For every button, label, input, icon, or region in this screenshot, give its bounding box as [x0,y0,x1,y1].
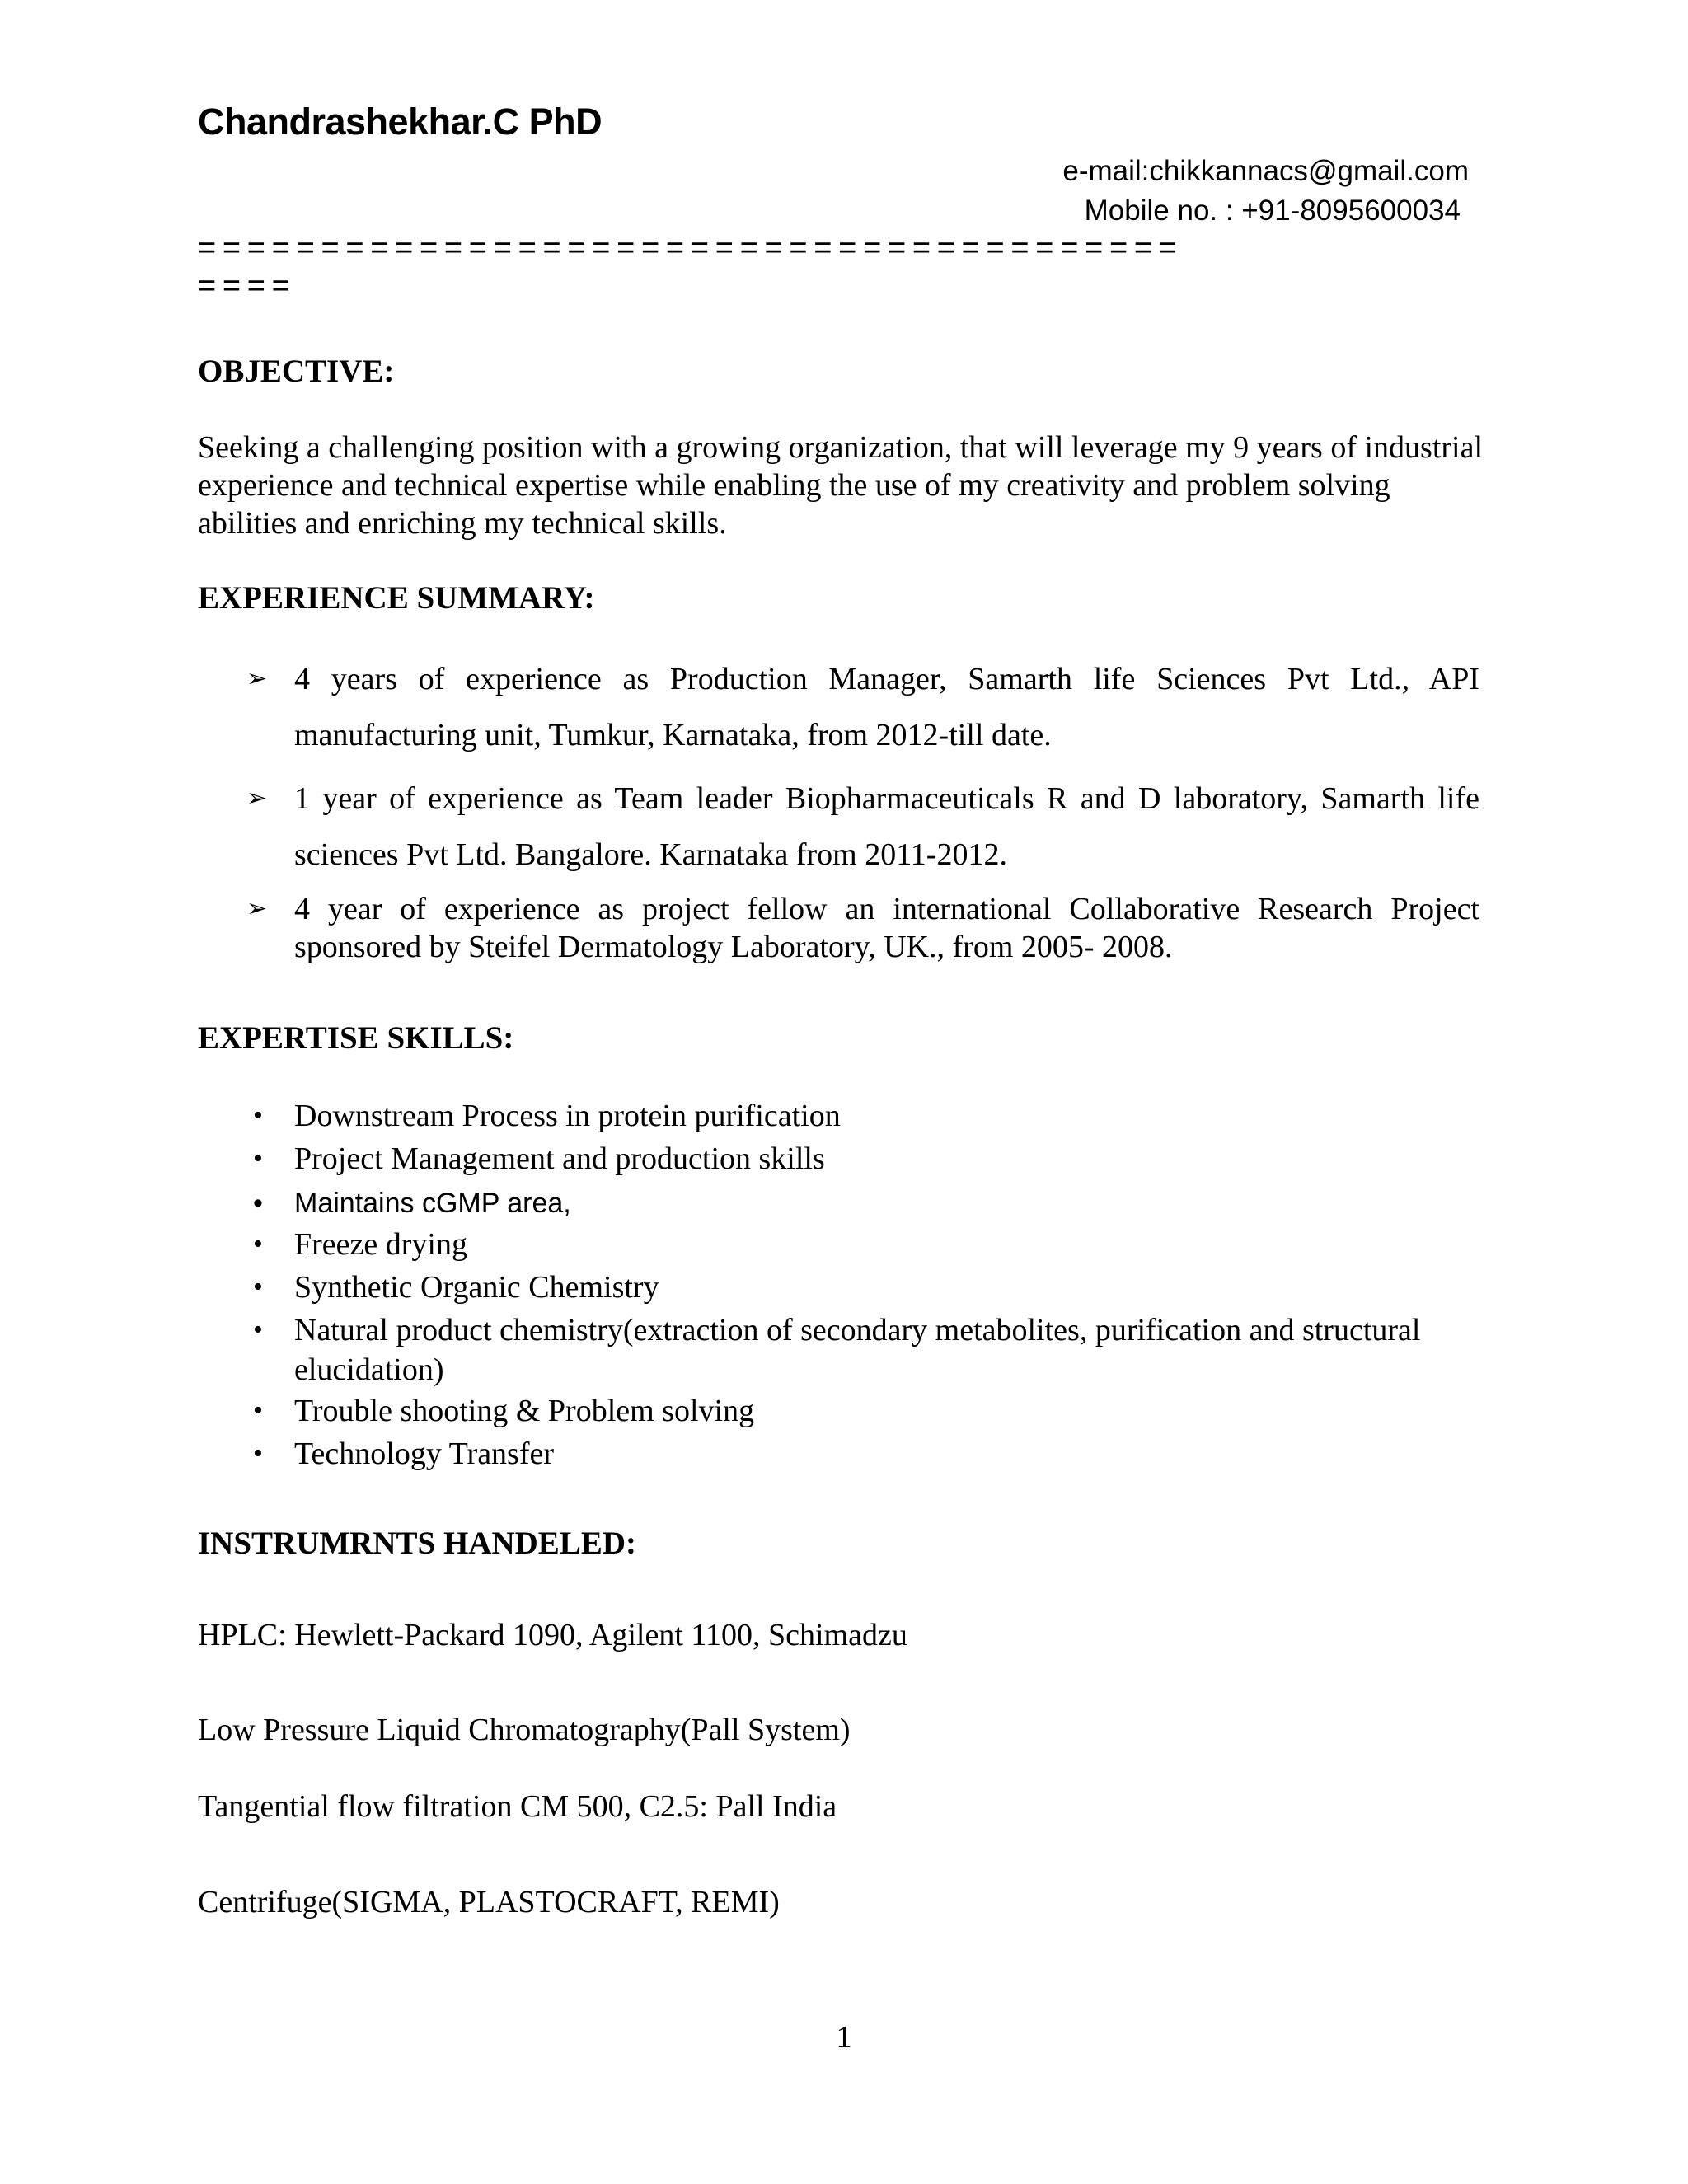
skill-item [253,1225,1481,1264]
instrument-item: Centrifuge(SIGMA, PLASTOCRAFT, REMI) [198,1885,780,1919]
skill-item-text: Technology Transfer [294,1436,555,1471]
round-bullet-icon: • [253,1143,263,1174]
skill-item-text: Natural product chemistry(extraction of secondary metabolites, purification and structural elucidation) [294,1313,1421,1387]
skill-item-text: Maintains cGMP area, [294,1188,571,1219]
experience-item-text: 4 years of experience as Production Manager, Samarth life Sciences Pvt Ltd., API manufacturing unit, Tumkur, Karnataka, from 2012-till date. [294,662,1479,752]
page-number: 1 [836,2020,852,2055]
separator-rule-line-1: ======================================== [198,231,1184,265]
arrowhead-bullet-icon: ➢ [246,664,268,693]
round-bullet-icon: • [253,1395,263,1426]
skill-item [253,1183,1481,1223]
skill-item [253,1139,1481,1179]
candidate-name: Chandrashekhar.C PhD [198,101,603,143]
round-bullet-icon: • [253,1188,263,1219]
skill-item-text: Synthetic Organic Chemistry [294,1270,659,1305]
skill-item [253,1434,1481,1474]
mobile-number-text: Mobile no. : +91-8095600034 [1084,194,1461,227]
experience-item-text: 4 year of experience as project fellow an international Collaborative Research Project sponsored by Steifel Dermatology Laboratory, UK., from 2005- 2008. [294,892,1479,964]
skill-item [253,1096,1481,1136]
round-bullet-icon: • [253,1315,263,1345]
arrowhead-bullet-icon: ➢ [246,894,268,923]
skill-item [253,1268,1481,1307]
round-bullet-icon: • [253,1100,263,1131]
experience-item [246,651,1479,763]
experience-summary-heading: EXPERIENCE SUMMARY: [198,580,595,616]
objective-heading: OBJECTIVE: [198,354,395,389]
skill-item [253,1310,1481,1390]
skill-item [253,1391,1481,1431]
arrowhead-bullet-icon: ➢ [246,784,268,813]
round-bullet-icon: • [253,1229,263,1259]
expertise-skills-heading: EXPERTISE SKILLS: [198,1020,514,1056]
experience-item [246,771,1479,883]
separator-rule-line-2: ==== [198,269,297,303]
skill-item-text: Downstream Process in protein purification [294,1099,841,1133]
skill-item-text: Freeze drying [294,1227,467,1262]
skill-item-text: Trouble shooting & Problem solving [294,1394,755,1428]
instrument-item: HPLC: Hewlett-Packard 1090, Agilent 1100, Schimadzu [198,1618,907,1652]
experience-item-text: 1 year of experience as Team leader Biopharmaceuticals R and D laboratory, Samarth life sciences Pvt Ltd. Bangalore. Karnataka from 2011-2012. [294,781,1479,872]
skill-item-text: Project Management and production skills [294,1141,825,1176]
round-bullet-icon: • [253,1438,263,1469]
round-bullet-icon: • [253,1272,263,1302]
objective-text: Seeking a challenging position with a growing organization, that will leverage my 9 years of industrial experience and technical expertise while enabling the use of my creativity and problem solving abilities and enriching my technical skills. [198,430,1484,541]
instruments-heading: INSTRUMRNTS HANDELED: [198,1526,636,1561]
instrument-item: Low Pressure Liquid Chromatography(Pall System) [198,1713,851,1747]
instrument-item: Tangential flow filtration CM 500, C2.5: Pall India [198,1789,837,1824]
experience-item [246,890,1479,966]
email-text: e-mail:chikkannacs@gmail.com [1062,155,1469,187]
